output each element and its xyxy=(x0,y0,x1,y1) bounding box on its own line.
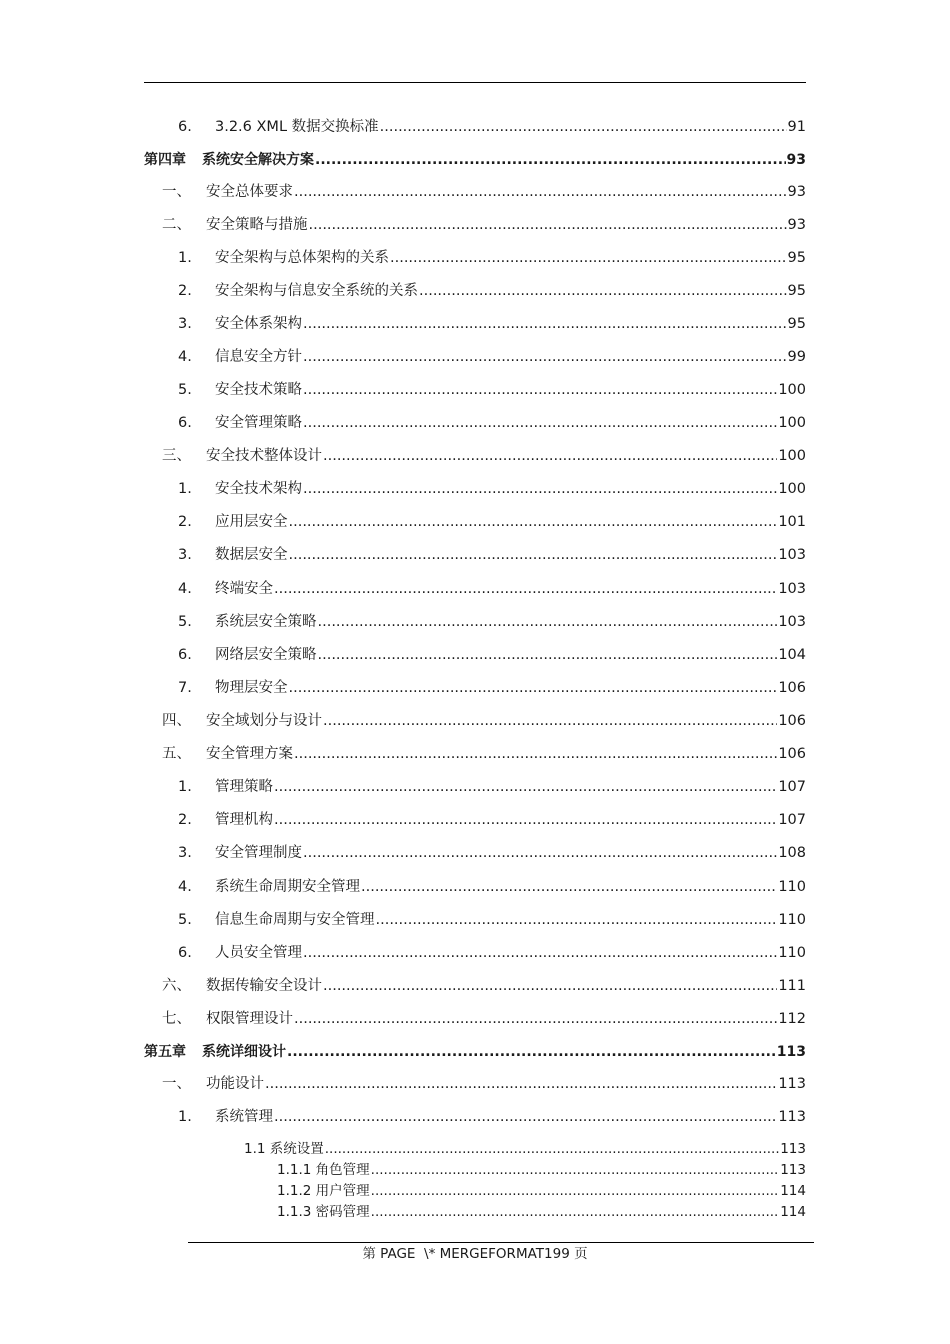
toc-dot-leader xyxy=(419,280,787,302)
toc-entry[interactable] xyxy=(178,346,806,368)
toc-entry-number: 第五章 xyxy=(144,1044,186,1060)
toc-entry-page-number: 93 xyxy=(787,217,806,233)
toc-dot-leader xyxy=(361,876,777,898)
toc-entry[interactable] xyxy=(162,1008,806,1030)
toc-entry-page-number: 113 xyxy=(778,1076,806,1092)
footer-rule xyxy=(188,1242,814,1243)
toc-entry[interactable] xyxy=(178,412,806,434)
toc-entry[interactable] xyxy=(162,710,806,732)
toc-entry[interactable] xyxy=(178,478,806,500)
toc-entry[interactable] xyxy=(178,644,806,666)
toc-dot-leader xyxy=(315,149,786,171)
toc-dot-leader xyxy=(303,313,787,335)
toc-entry-title: 网络层安全策略 xyxy=(215,647,317,663)
toc-entry[interactable] xyxy=(178,280,806,302)
toc-entry-number: 6. xyxy=(178,415,192,431)
toc-entry-title: 安全技术架构 xyxy=(215,481,302,497)
toc-entry[interactable] xyxy=(162,214,806,236)
toc-entry-title: 数据传输安全设计 xyxy=(206,978,322,994)
toc-entry-title: 安全管理方案 xyxy=(206,746,293,762)
toc-entry[interactable] xyxy=(178,247,806,269)
footer-page-field: 第 PAGE \* MERGEFORMAT199 xyxy=(362,1246,570,1262)
toc-entry-title: 安全域划分与设计 xyxy=(206,713,322,729)
toc-dot-leader xyxy=(303,842,777,864)
toc-entry-title: 管理机构 xyxy=(215,812,273,828)
toc-entry[interactable] xyxy=(178,776,806,798)
toc-entry-title: 信息生命周期与安全管理 xyxy=(215,912,375,928)
toc-entry-title: 安全体系架构 xyxy=(215,316,302,332)
toc-entry-title: 权限管理设计 xyxy=(206,1011,293,1027)
toc-entry-title: 系统详细设计 xyxy=(202,1044,286,1060)
toc-entry-page-number: 113 xyxy=(780,1141,806,1157)
toc-entry-number: 2. xyxy=(178,283,192,299)
toc-entry-title: 3.2.6 XML 数据交换标准 xyxy=(215,119,379,135)
toc-entry[interactable] xyxy=(244,1139,806,1159)
toc-dot-leader xyxy=(371,1202,780,1222)
toc-entry-title: 安全架构与信息安全系统的关系 xyxy=(215,283,418,299)
toc-entry-number: 1. xyxy=(178,481,192,497)
toc-entry-page-number: 114 xyxy=(780,1204,806,1220)
toc-entry-number: 3. xyxy=(178,316,192,332)
toc-entry[interactable] xyxy=(178,842,806,864)
toc-entry-title: 安全管理制度 xyxy=(215,845,302,861)
toc-dot-leader xyxy=(303,379,777,401)
toc-entry-number: 4. xyxy=(178,879,192,895)
toc-entry-title: 安全架构与总体架构的关系 xyxy=(215,250,389,266)
toc-entry[interactable] xyxy=(277,1160,806,1180)
toc-entry-number: 一、 xyxy=(162,184,191,200)
toc-entry-page-number: 112 xyxy=(778,1011,806,1027)
toc-entry-page-number: 100 xyxy=(778,481,806,497)
toc-entry[interactable] xyxy=(178,1106,806,1128)
toc-entry[interactable] xyxy=(178,116,806,138)
toc-dot-leader xyxy=(287,1041,776,1063)
toc-entry-title: 管理策略 xyxy=(215,779,273,795)
toc-entry-title: 应用层安全 xyxy=(215,514,288,530)
toc-dot-leader xyxy=(376,909,778,931)
toc-entry-title: 1.1.2 用户管理 xyxy=(277,1183,370,1199)
toc-entry[interactable] xyxy=(178,677,806,699)
toc-entry-number: 六、 xyxy=(162,978,191,994)
toc-entry-title: 物理层安全 xyxy=(215,680,288,696)
toc-entry-number: 三、 xyxy=(162,448,191,464)
toc-entry-page-number: 93 xyxy=(786,152,806,168)
toc-entry-page-number: 91 xyxy=(787,119,806,135)
toc-entry-page-number: 113 xyxy=(780,1162,806,1178)
toc-dot-leader xyxy=(303,412,777,434)
toc-entry-title: 系统管理 xyxy=(215,1109,273,1125)
toc-entry-title: 人员安全管理 xyxy=(215,945,302,961)
toc-entry[interactable] xyxy=(162,743,806,765)
toc-entry-page-number: 95 xyxy=(787,283,806,299)
toc-entry-page-number: 108 xyxy=(778,845,806,861)
toc-entry-number: 二、 xyxy=(162,217,191,233)
toc-entry-page-number: 103 xyxy=(778,581,806,597)
toc-entry-number: 4. xyxy=(178,581,192,597)
toc-entry-page-number: 100 xyxy=(778,382,806,398)
toc-entry[interactable] xyxy=(277,1202,806,1222)
toc-entry-number: 3. xyxy=(178,547,192,563)
toc-dot-leader xyxy=(274,1106,777,1128)
toc-entry-number: 5. xyxy=(178,614,192,630)
toc-dot-leader xyxy=(294,181,787,203)
toc-entry-title: 安全总体要求 xyxy=(206,184,293,200)
toc-entry[interactable] xyxy=(162,445,806,467)
toc-entry[interactable] xyxy=(178,544,806,566)
toc-entry-title: 安全策略与措施 xyxy=(206,217,308,233)
toc-entry-number: 七、 xyxy=(162,1011,191,1027)
toc-entry-page-number: 107 xyxy=(778,812,806,828)
toc-entry-page-number: 104 xyxy=(778,647,806,663)
toc-entry-title: 安全技术策略 xyxy=(215,382,302,398)
toc-dot-leader xyxy=(323,975,777,997)
toc-dot-leader xyxy=(303,942,777,964)
page-footer xyxy=(0,1245,950,1263)
toc-entry-page-number: 114 xyxy=(780,1183,806,1199)
toc-entry[interactable] xyxy=(178,313,806,335)
toc-entry-page-number: 113 xyxy=(778,1109,806,1125)
toc-entry-title: 1.1.3 密码管理 xyxy=(277,1204,370,1220)
toc-entry-number: 6. xyxy=(178,647,192,663)
toc-entry-number: 1. xyxy=(178,250,192,266)
toc-entry-number: 四、 xyxy=(162,713,191,729)
toc-entry-page-number: 110 xyxy=(778,945,806,961)
toc-dot-leader xyxy=(294,1008,777,1030)
toc-entry-number: 7. xyxy=(178,680,192,696)
toc-dot-leader xyxy=(274,578,777,600)
toc-entry-page-number: 107 xyxy=(778,779,806,795)
toc-entry[interactable] xyxy=(162,181,806,203)
toc-entry[interactable] xyxy=(178,379,806,401)
toc-entry-title: 终端安全 xyxy=(215,581,273,597)
toc-entry[interactable] xyxy=(178,511,806,533)
toc-dot-leader xyxy=(318,644,778,666)
toc-entry[interactable] xyxy=(277,1181,806,1201)
toc-entry-title: 功能设计 xyxy=(206,1076,264,1092)
toc-entry-page-number: 106 xyxy=(778,746,806,762)
toc-entry-number: 2. xyxy=(178,514,192,530)
toc-entry-title: 安全技术整体设计 xyxy=(206,448,322,464)
toc-entry-title: 信息安全方针 xyxy=(215,349,302,365)
toc-entry-page-number: 110 xyxy=(778,879,806,895)
toc-entry-number: 5. xyxy=(178,912,192,928)
toc-dot-leader xyxy=(371,1181,780,1201)
toc-entry[interactable] xyxy=(178,578,806,600)
toc-entry[interactable] xyxy=(178,942,806,964)
toc-entry[interactable] xyxy=(162,1073,806,1095)
toc-entry[interactable] xyxy=(162,975,806,997)
toc-dot-leader xyxy=(303,346,787,368)
toc-dot-leader xyxy=(289,677,778,699)
toc-entry[interactable] xyxy=(178,909,806,931)
toc-dot-leader xyxy=(294,743,777,765)
toc-entry-page-number: 95 xyxy=(787,250,806,266)
toc-entry-number: 1. xyxy=(178,1109,192,1125)
toc-entry-page-number: 95 xyxy=(787,316,806,332)
toc-dot-leader xyxy=(303,478,777,500)
toc-entry-number: 6. xyxy=(178,119,192,135)
toc-entry-number: 6. xyxy=(178,945,192,961)
toc-entry-page-number: 113 xyxy=(776,1044,806,1060)
toc-entry-number: 4. xyxy=(178,349,192,365)
toc-dot-leader xyxy=(289,544,778,566)
toc-entry-title: 安全管理策略 xyxy=(215,415,302,431)
toc-entry-number: 一、 xyxy=(162,1076,191,1092)
toc-entry[interactable] xyxy=(178,809,806,831)
toc-dot-leader xyxy=(318,611,778,633)
toc-entry-title: 数据层安全 xyxy=(215,547,288,563)
toc-entry-title: 系统安全解决方案 xyxy=(202,152,314,168)
toc-entry[interactable] xyxy=(144,149,806,171)
toc-dot-leader xyxy=(309,214,787,236)
toc-dot-leader xyxy=(323,710,777,732)
toc-entry-page-number: 106 xyxy=(778,713,806,729)
footer-page-suffix: 页 xyxy=(574,1246,588,1262)
toc-entry-page-number: 93 xyxy=(787,184,806,200)
toc-entry-page-number: 103 xyxy=(778,614,806,630)
toc-entry-page-number: 110 xyxy=(778,912,806,928)
toc-dot-leader xyxy=(371,1160,780,1180)
toc-entry-title: 系统层安全策略 xyxy=(215,614,317,630)
toc-dot-leader xyxy=(289,511,778,533)
toc-entry-number: 五、 xyxy=(162,746,191,762)
header-rule xyxy=(144,82,806,83)
toc-entry-title: 1.1.1 角色管理 xyxy=(277,1162,370,1178)
toc-entry-number: 3. xyxy=(178,845,192,861)
toc-entry-page-number: 101 xyxy=(778,514,806,530)
toc-entry-number: 2. xyxy=(178,812,192,828)
toc-entry[interactable] xyxy=(178,876,806,898)
toc-dot-leader xyxy=(380,116,787,138)
toc-entry-page-number: 106 xyxy=(778,680,806,696)
toc-entry-page-number: 103 xyxy=(778,547,806,563)
toc-entry[interactable] xyxy=(144,1041,806,1063)
toc-entry-title: 系统生命周期安全管理 xyxy=(215,879,360,895)
toc-dot-leader xyxy=(265,1073,777,1095)
toc-entry-number: 第四章 xyxy=(144,152,186,168)
toc-entry-page-number: 111 xyxy=(778,978,806,994)
toc-entry-page-number: 99 xyxy=(787,349,806,365)
toc-entry-number: 1. xyxy=(178,779,192,795)
toc-entry-page-number: 100 xyxy=(778,448,806,464)
toc-dot-leader xyxy=(274,776,777,798)
toc-entry-number: 5. xyxy=(178,382,192,398)
toc-dot-leader xyxy=(325,1139,779,1159)
toc-entry-page-number: 100 xyxy=(778,415,806,431)
toc-entry-title: 1.1 系统设置 xyxy=(244,1141,324,1157)
toc-entry[interactable] xyxy=(178,611,806,633)
toc-dot-leader xyxy=(323,445,777,467)
toc-dot-leader xyxy=(390,247,787,269)
toc-dot-leader xyxy=(274,809,777,831)
